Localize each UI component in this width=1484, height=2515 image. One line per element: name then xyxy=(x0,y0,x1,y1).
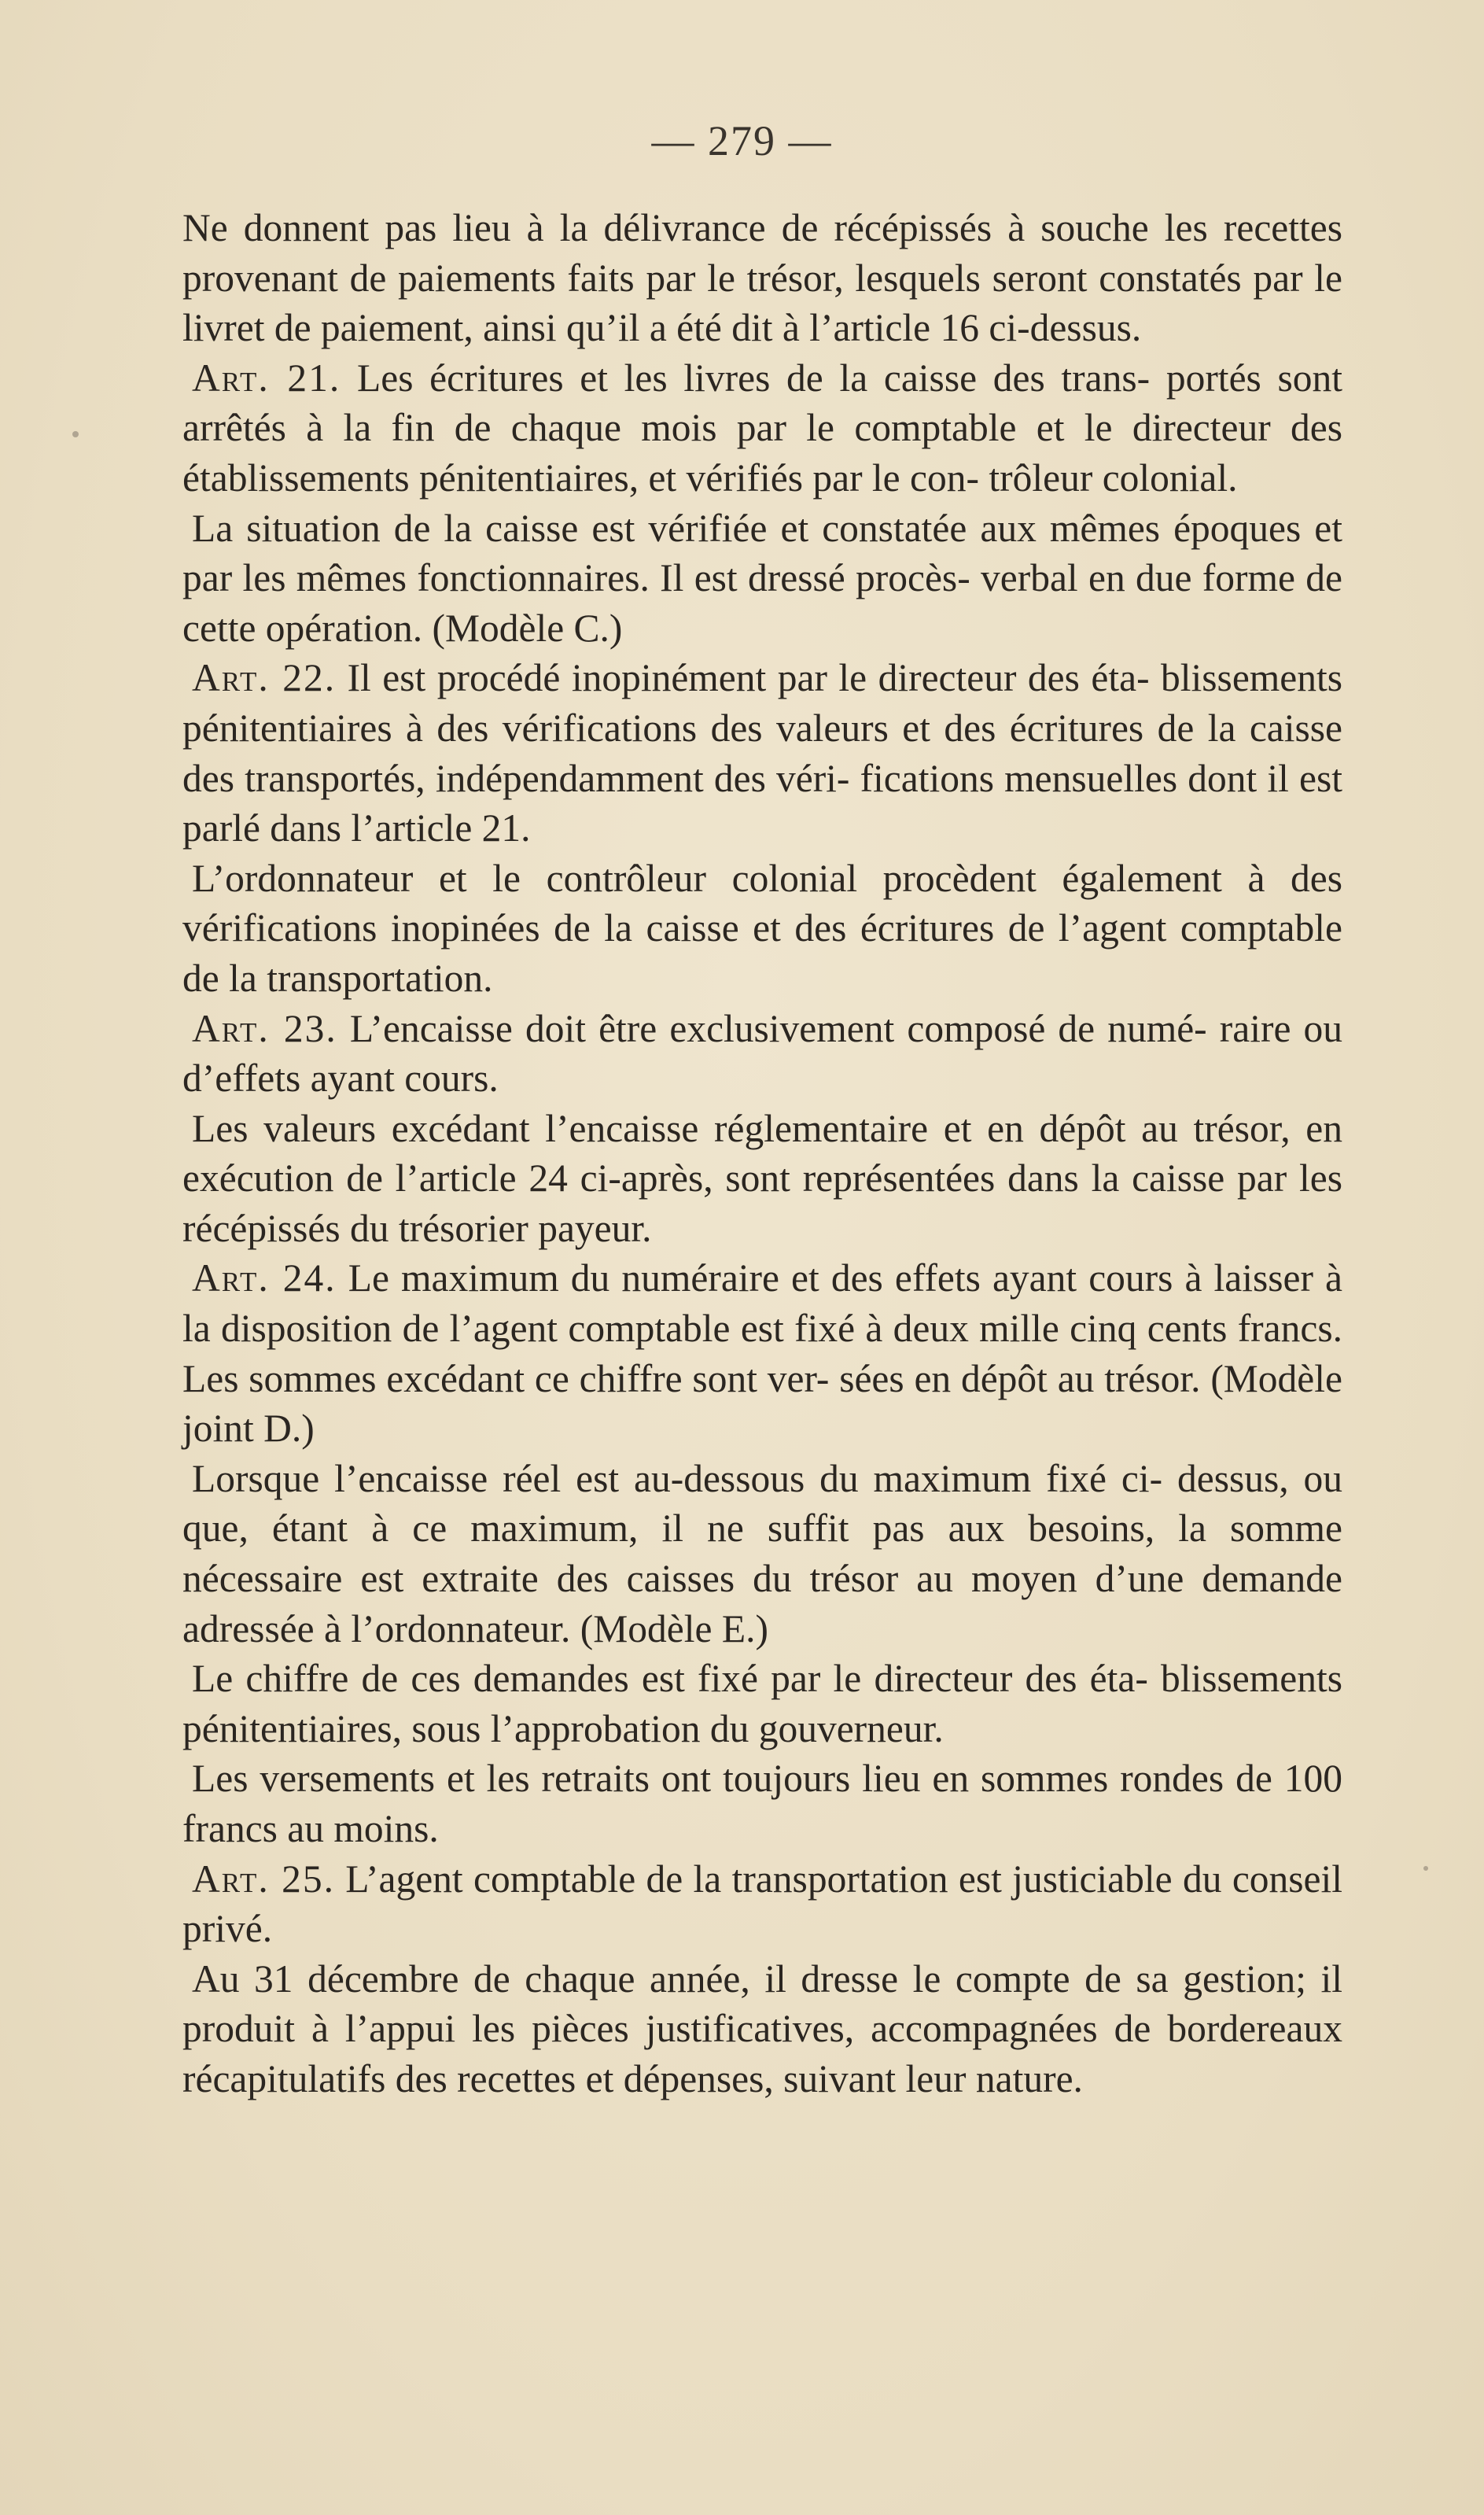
paragraph xyxy=(182,854,1342,1004)
text-line: L’encaisse doit être exclusivement composé de numé- xyxy=(349,1006,1207,1050)
text-line: fications mensuelles dont il est parlé dans l’article 21. xyxy=(182,756,1342,850)
text-line: verbal en due forme de cette opération. (Modèle C.) xyxy=(182,556,1343,650)
text-line: la somme nécessaire est extraite des caisses du trésor au moyen xyxy=(182,1506,1342,1601)
text-line: raire ou d’effets ayant cours. xyxy=(182,1006,1343,1101)
text-line: de bordereaux récapitulatifs des recettes et dépenses, suivant leur xyxy=(182,2007,1342,2100)
paragraph xyxy=(182,503,1342,654)
paragraph xyxy=(182,203,1342,353)
paper-speck xyxy=(1423,1866,1428,1871)
text-line: écritures de la caisse des transportés, indépendamment des véri- xyxy=(182,706,1343,800)
article-paragraph xyxy=(182,1253,1342,1453)
text-line: du conseil privé. xyxy=(182,1857,1343,1951)
text-line: Au 31 décembre de chaque année, il dresse le compte de sa xyxy=(192,1956,1169,2001)
article-paragraph xyxy=(182,353,1342,503)
text-line: seront constatés par le livret de paiement, ainsi qu’il a été dit à xyxy=(182,256,1343,350)
text-line: Les versements et les retraits ont toujours lieu en sommes xyxy=(192,1757,1109,1801)
text-line: dans la caisse par les récépissés du trésorier payeur. xyxy=(182,1156,1343,1250)
text-line: Il est procédé inopinément par le directeur des éta- xyxy=(347,656,1150,700)
text-line: portés sont arrêtés à la fin de chaque mois par le comptable et le xyxy=(182,356,1343,450)
text-line: mille cinq cents francs. Les sommes excédant ce chiffre sont ver- xyxy=(182,1307,1342,1400)
article-paragraph xyxy=(182,653,1342,853)
article-paragraph xyxy=(182,1854,1342,1954)
text-line: l’agent comptable de la transportation. xyxy=(182,906,1343,1000)
text-line: Les valeurs excédant l’encaisse réglementaire et en dépôt au xyxy=(192,1106,1178,1150)
text-line: sées en dépôt au trésor. (Modèle joint D.) xyxy=(182,1356,1343,1451)
text-line: Le maximum du numéraire et des effets ayant cours xyxy=(348,1256,1173,1300)
text-line: Ne donnent pas lieu à la délivrance de récépissés à souche les xyxy=(182,206,1208,249)
text-line: trésor, en exécution de l’article 24 ci-après, sont représentées xyxy=(182,1106,1342,1200)
text-line: époques et par les mêmes fonctionnaires. Il est dressé procès- xyxy=(182,506,1343,600)
paragraph xyxy=(182,1454,1342,1654)
text-line: trôleur colonial. xyxy=(989,455,1238,500)
text-line: blissements pénitentiaires à des vérifications des valeurs et des xyxy=(182,656,1343,750)
text-line: L’ordonnateur et le contrôleur colonial procèdent également xyxy=(192,856,1222,900)
text-line: gestion; il produit à l’appui les pièces justificatives, accompagnées xyxy=(182,1956,1343,2051)
text-line: La situation de la caisse est vérifiée et constatée aux mêmes xyxy=(192,506,1161,550)
text-line: blissements pénitentiaires, sous l’approbation du gouverneur. xyxy=(182,1657,1342,1750)
paper-speck xyxy=(72,431,79,437)
text-line: à des vérifications inopinées de la caisse et des écritures de xyxy=(182,856,1342,950)
article-number: Art. 21. xyxy=(192,356,341,400)
text-line: l’article 16 ci-dessus. xyxy=(809,306,1142,350)
text-line: d’une demande adressée à l’ordonnateur. (Modèle E.) xyxy=(182,1557,1343,1650)
paragraph xyxy=(182,1104,1342,1254)
paragraph xyxy=(182,1954,1342,2104)
text-line: Les écritures et les livres de la caisse des trans- xyxy=(357,356,1151,400)
article-number: Art. 24. xyxy=(192,1256,337,1300)
text-line: Lorsque l’encaisse réel est au-dessous du maximum fixé ci- xyxy=(192,1456,1163,1500)
text-line: Le chiffre de ces demandes est fixé par le directeur des éta- xyxy=(192,1657,1148,1701)
article-number: Art. 22. xyxy=(192,656,337,700)
paragraph xyxy=(182,1654,1342,1753)
text-line: directeur des établissements pénitentiaires, et vérifiés par le con- xyxy=(182,406,1342,500)
text-line: à laisser à la disposition de l’agent comptable est fixé à deux xyxy=(182,1256,1343,1351)
article-number: Art. 23. xyxy=(192,1006,337,1050)
text-line: recettes provenant de paiements faits par le trésor, lesquels xyxy=(182,206,1342,300)
text-line: dessus, ou que, étant à ce maximum, il ne suffit pas aux besoins, xyxy=(182,1456,1342,1551)
text-line: rondes de 100 francs au moins. xyxy=(182,1757,1342,1850)
article-number: Art. 25. xyxy=(192,1857,335,1901)
page-number: — 279 — xyxy=(651,117,833,164)
article-paragraph xyxy=(182,1004,1342,1104)
text-line: nature. xyxy=(975,2056,1083,2100)
body-text xyxy=(182,203,1342,2104)
paragraph xyxy=(182,1753,1342,1853)
text-line: L’agent comptable de la transportation est justiciable xyxy=(345,1857,1173,1901)
